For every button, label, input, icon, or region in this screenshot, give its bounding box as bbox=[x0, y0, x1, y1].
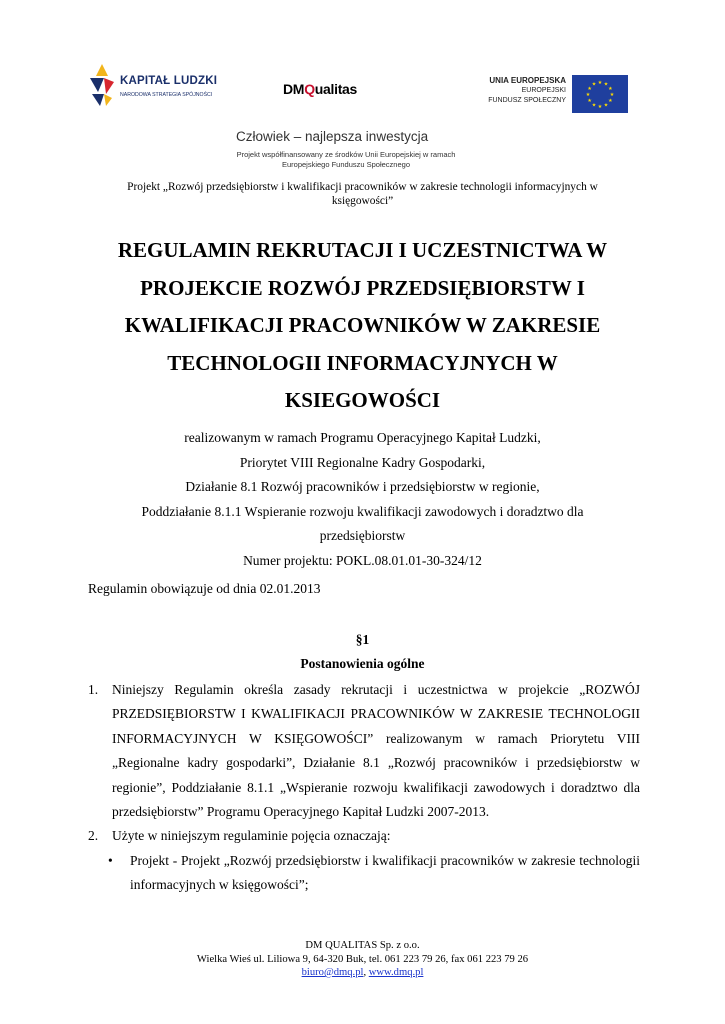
intro-line: przedsiębiorstw bbox=[319, 528, 406, 543]
footer-website-link[interactable]: www.dmq.pl bbox=[368, 967, 424, 978]
footer-separator: , bbox=[363, 967, 369, 978]
list-item-number: 2. bbox=[88, 828, 99, 844]
intro-line: realizowanym w ramach Programu Operacyjnego Kapitał Ludzki, bbox=[184, 430, 541, 445]
title-line: REGULAMIN REKRUTACJI I UCZESTNICTWA W bbox=[117, 238, 608, 262]
svg-text:★: ★ bbox=[597, 104, 603, 110]
intro-line: Działanie 8.1 Rozwój pracowników i przedsiębiorstw w regionie, bbox=[185, 479, 540, 494]
bullet-item-text: Projekt - Projekt „Rozwój przedsiębiorstw i kwalifikacji pracowników w zakresie technologii informacyjnych w księgowości”; bbox=[130, 852, 640, 893]
svg-text:★: ★ bbox=[585, 92, 591, 98]
intro-line: Priorytet VIII Regionalne Kadry Gospodarki, bbox=[239, 454, 486, 470]
eu-line-3: FUNDUSZ SPOŁECZNY bbox=[488, 97, 566, 104]
bullet-icon: • bbox=[108, 852, 113, 868]
footer-company: DM QUALITAS Sp. z o.o. bbox=[305, 940, 420, 951]
logo-bar bbox=[0, 62, 725, 124]
dmq-logo-rest: ualitas bbox=[314, 81, 358, 97]
title-line: PROJEKCIE ROZWÓJ PRZEDSIĘBIORSTW I bbox=[140, 275, 585, 300]
effective-date: Regulamin obowiązuje od dnia 02.01.2013 bbox=[88, 581, 321, 596]
list-item-text: Użyte w niniejszym regulaminie pojęcia oznaczają: bbox=[112, 828, 391, 844]
motto-title: Człowiek – najlepsza inwestycja bbox=[236, 129, 429, 144]
list-item bbox=[88, 824, 640, 848]
document-title bbox=[88, 232, 637, 420]
page-footer bbox=[88, 939, 637, 980]
section-number: §1 bbox=[355, 632, 370, 647]
list-item-number: 1. bbox=[88, 682, 99, 697]
numbered-list bbox=[88, 678, 640, 898]
list-item bbox=[88, 678, 640, 824]
list-item-text: Niniejszy Regulamin określa zasady rekrutacji i uczestnictwa w projekcie „ROZWÓJ PRZEDSIĘBIORSTW I KWALIFIKACJI PRACOWNIKÓW W ZAKRESIE TECHNOLOGII INFORMACYJNYCH W KSIĘGOWOŚCI” realizowanym w ramach Priorytetu VIII „Regionalne kadry gospodarki”, Działanie 8.1 „Rozwój pracowników i przedsiębiorstw w regionie”, Poddziałanie 8.1.1 „Wspieranie rozwoju kwalifikacji zawodowych i doradztwo dla przedsiębiorstw” Programu Operacyjnego Kapitał Ludzki 2007-2013. bbox=[112, 682, 640, 820]
eu-flag-icon bbox=[572, 75, 628, 113]
motto-block bbox=[236, 129, 496, 170]
dmq-logo-dm: DM bbox=[283, 81, 305, 97]
header-project-line: Projekt „Rozwój przedsiębiorstw i kwalifikacji pracowników w zakresie technologii informacyjnych w księgowości” bbox=[127, 181, 598, 207]
dmqualitas-logo bbox=[283, 81, 357, 97]
title-line: TECHNOLOGII INFORMACYJNYCH W bbox=[167, 350, 558, 375]
title-line: KWALIFIKACJI PRACOWNIKÓW W ZAKRESIE bbox=[124, 313, 601, 338]
dmq-logo-q: Q bbox=[304, 81, 315, 97]
svg-text:★: ★ bbox=[608, 98, 613, 104]
eu-line-2: EUROPEJSKI bbox=[521, 87, 566, 94]
eu-line-1: UNIA EUROPEJSKA bbox=[489, 76, 566, 85]
svg-text:★: ★ bbox=[603, 102, 609, 109]
intro-line: Poddziałanie 8.1.1 Wspieranie rozwoju kwalifikacji zawodowych i doradztwo dla bbox=[141, 503, 584, 519]
section-title: Postanowienia ogólne bbox=[300, 656, 425, 671]
kapital-ludzki-logo bbox=[88, 62, 228, 112]
svg-text:★: ★ bbox=[609, 92, 615, 98]
motto-subtitle: Projekt współfinansowany ze środków Unii Europejskiej w ramach Europejskiego Funduszu Społecznego bbox=[236, 150, 456, 169]
program-intro bbox=[88, 426, 637, 573]
bullet-item bbox=[88, 849, 640, 898]
eu-fund-text bbox=[474, 76, 566, 106]
title-line: KSIEGOWOŚCI bbox=[284, 388, 441, 413]
svg-text:★: ★ bbox=[591, 81, 597, 88]
svg-text:★: ★ bbox=[608, 86, 613, 92]
kapital-ludzki-subtitle: NARODOWA STRATEGIA SPÓJNOŚCI bbox=[120, 92, 213, 98]
svg-text:★: ★ bbox=[587, 98, 592, 104]
svg-text:★: ★ bbox=[591, 102, 597, 109]
footer-address: Wielka Wieś ul. Liliowa 9, 64-320 Buk, tel. 061 223 79 26, fax 061 223 79 26 bbox=[196, 953, 529, 965]
footer-email-link[interactable]: biuro@dmq.pl bbox=[301, 967, 364, 978]
project-number: Numer projektu: POKL.08.01.01-30-324/12 bbox=[243, 552, 482, 568]
kapital-ludzki-emblem-icon bbox=[88, 64, 116, 108]
kapital-ludzki-name: KAPITAŁ LUDZKI bbox=[120, 75, 218, 87]
svg-text:★: ★ bbox=[587, 86, 592, 92]
svg-text:★: ★ bbox=[597, 80, 603, 86]
footer-contact bbox=[88, 966, 637, 980]
svg-text:★: ★ bbox=[603, 81, 609, 88]
